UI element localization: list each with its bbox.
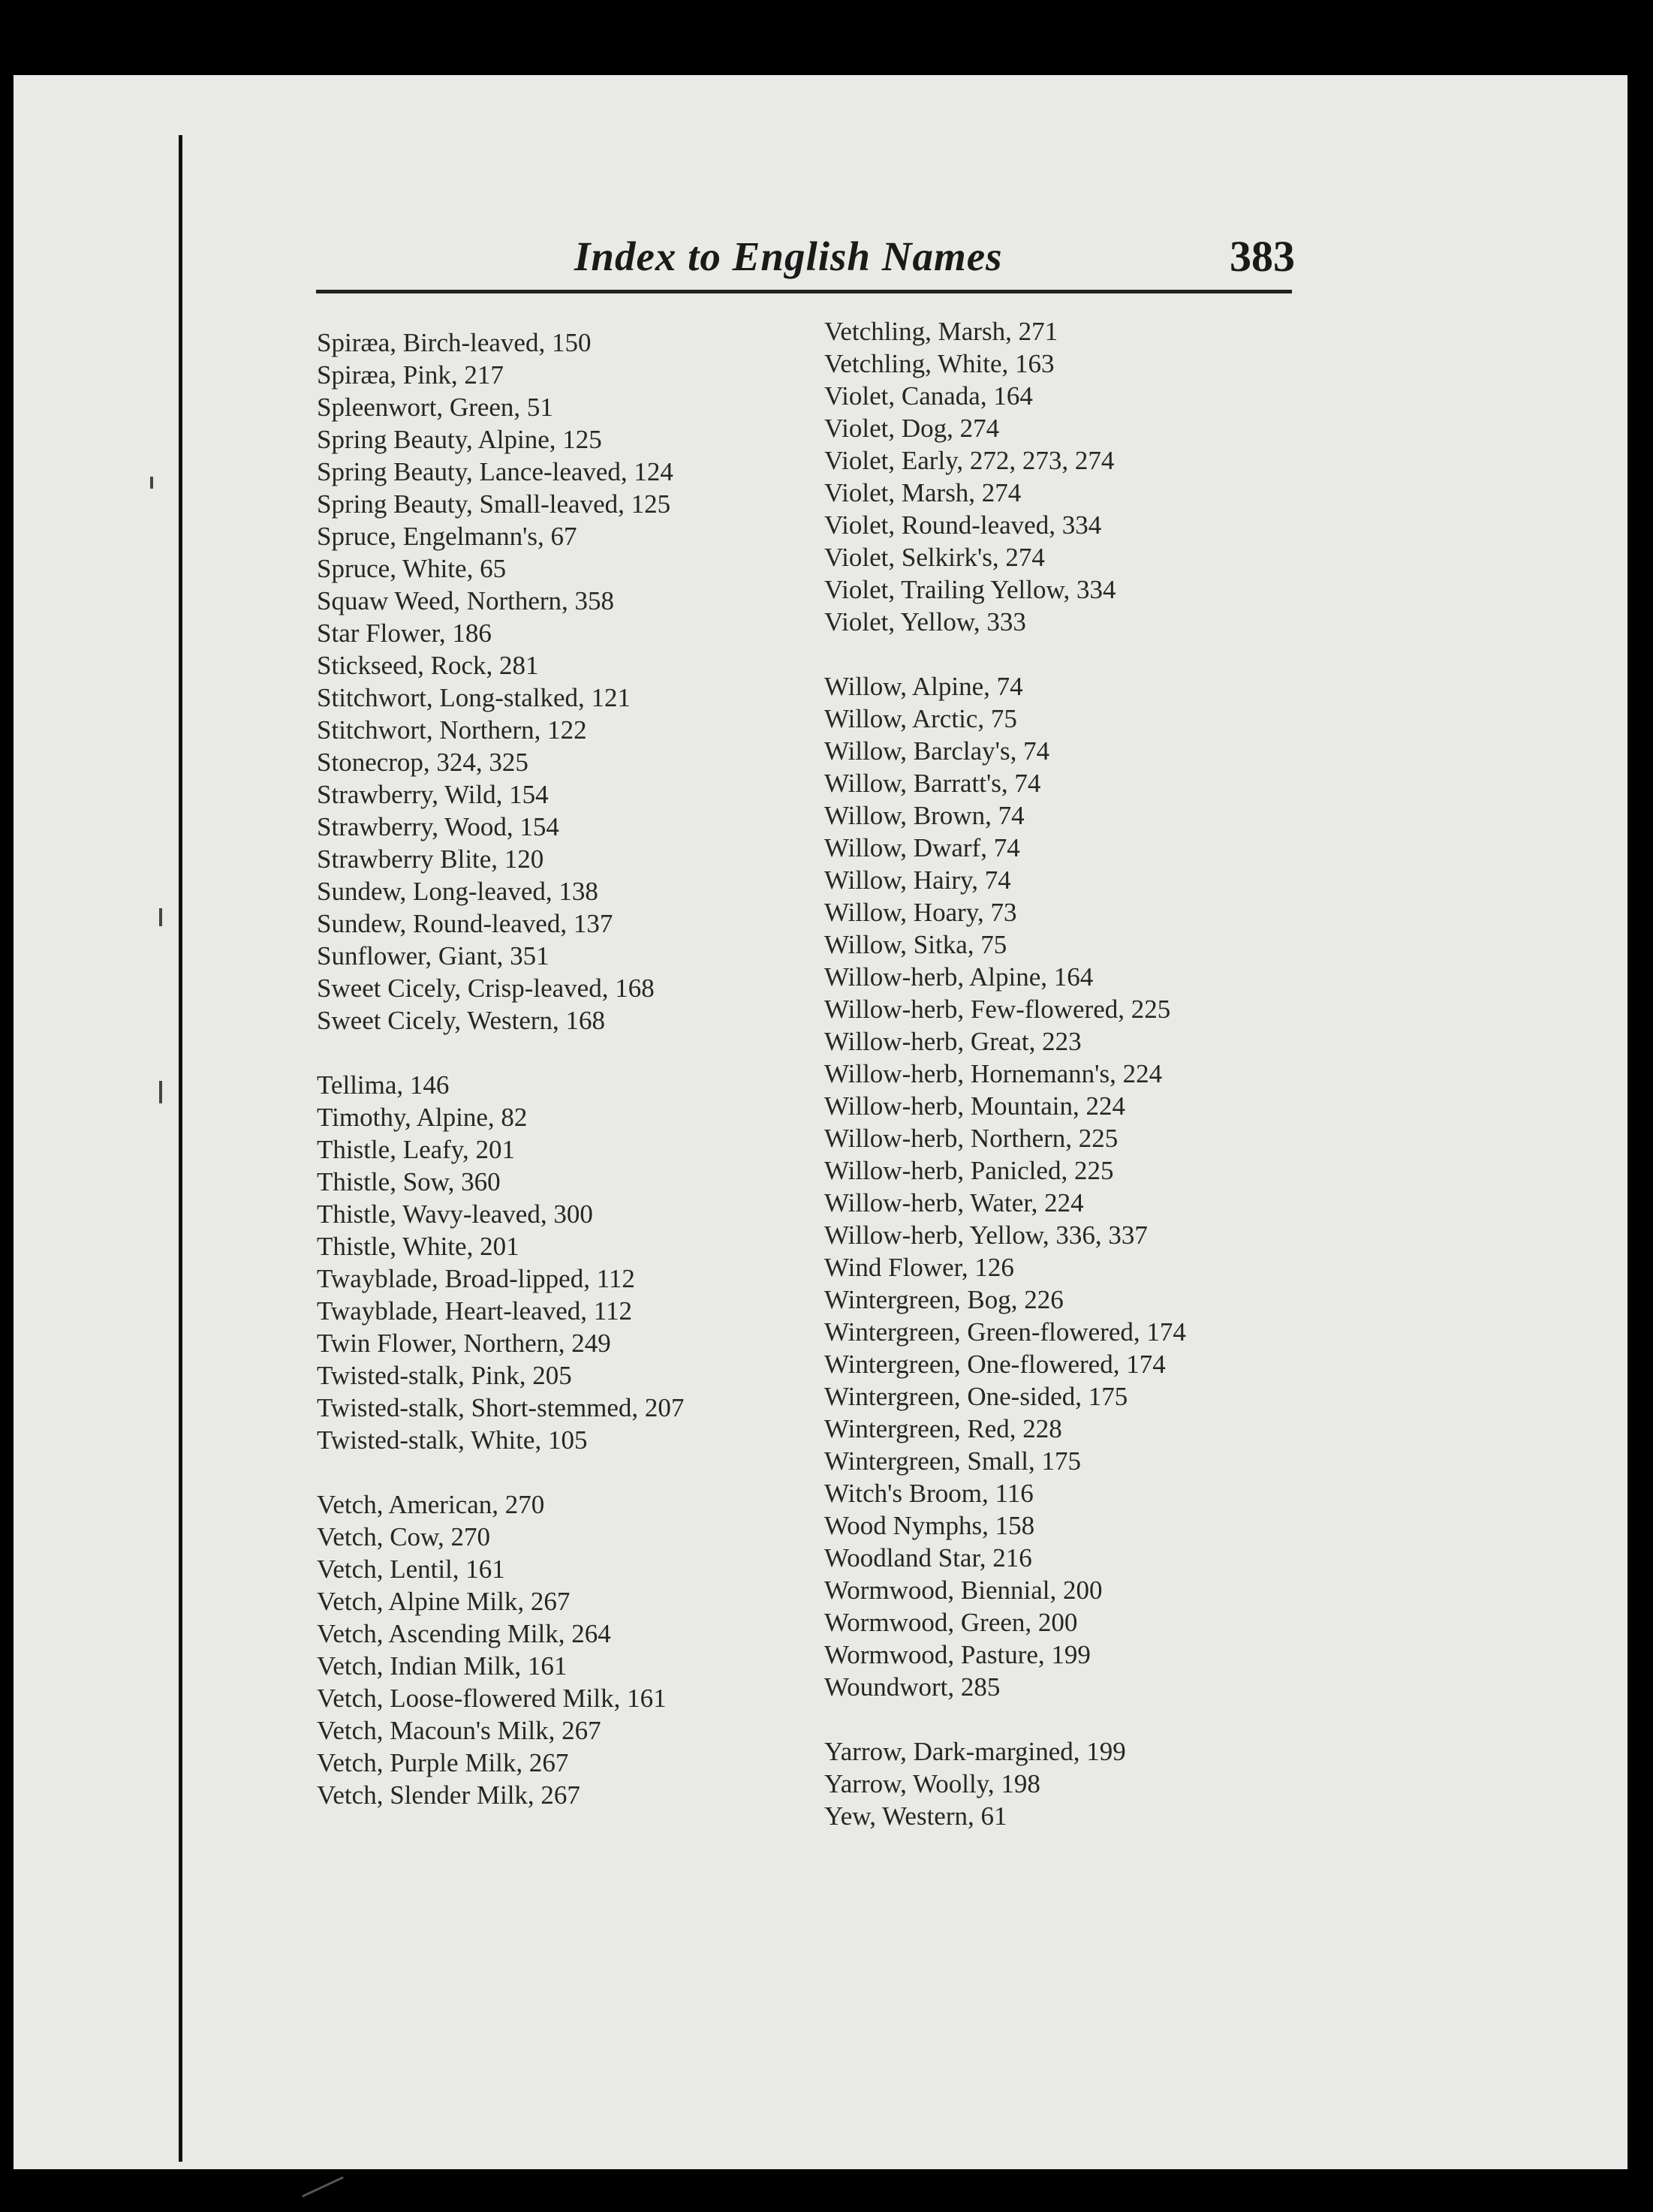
index-entry: Thistle, White, 201 (317, 1232, 519, 1261)
group-spacer (824, 638, 1186, 670)
binding-edge (179, 135, 182, 2162)
index-entry: Vetch, American, 270 (317, 1490, 545, 1519)
running-title: Index to English Names (574, 233, 1003, 279)
index-letter-group (824, 315, 1186, 638)
index-entry: Woundwort, 285 (824, 1672, 1001, 1702)
index-entry: Sundew, Long-leaved, 138 (317, 877, 598, 906)
index-entry: Violet, Trailing Yellow, 334 (824, 575, 1116, 604)
index-entry: Stonecrop, 324, 325 (317, 748, 528, 777)
index-entry: Spleenwort, Green, 51 (317, 393, 553, 422)
index-entry: Spruce, White, 65 (317, 554, 507, 583)
index-entry: Wintergreen, Small, 175 (824, 1446, 1082, 1476)
index-entry: Vetch, Cow, 270 (317, 1522, 491, 1551)
index-letter-group (824, 1735, 1186, 1832)
group-spacer (317, 1456, 684, 1488)
index-entry: Vetch, Macoun's Milk, 267 (317, 1716, 601, 1745)
index-entry: Sweet Cicely, Crisp-leaved, 168 (317, 974, 655, 1003)
margin-mark (150, 477, 153, 489)
index-entry: Willow, Brown, 74 (824, 801, 1025, 830)
group-spacer (824, 1703, 1186, 1735)
index-entry: Willow-herb, Great, 223 (824, 1027, 1082, 1056)
margin-mark (302, 2176, 344, 2197)
index-entry: Yarrow, Woolly, 198 (824, 1769, 1040, 1798)
index-entry: Vetchling, Marsh, 271 (824, 317, 1058, 346)
index-entry: Willow-herb, Yellow, 336, 337 (824, 1220, 1148, 1250)
index-entry: Willow-herb, Panicled, 225 (824, 1156, 1114, 1185)
index-entry: Wormwood, Pasture, 199 (824, 1640, 1091, 1669)
index-entry: Willow, Hoary, 73 (824, 898, 1017, 927)
index-entry: Twayblade, Heart-leaved, 112 (317, 1296, 632, 1326)
index-letter-group (317, 1488, 684, 1811)
index-entry: Vetch, Purple Milk, 267 (317, 1748, 569, 1777)
index-entry: Woodland Star, 216 (824, 1543, 1032, 1572)
book-page (14, 75, 1627, 2169)
index-entry: Willow-herb, Few-flowered, 225 (824, 995, 1171, 1024)
index-entry: Willow-herb, Northern, 225 (824, 1124, 1119, 1153)
index-entry: Violet, Selkirk's, 274 (824, 543, 1045, 572)
index-entry: Thistle, Sow, 360 (317, 1167, 501, 1196)
index-entry: Star Flower, 186 (317, 618, 492, 648)
index-entry: Violet, Dog, 274 (824, 414, 1000, 443)
index-entry: Stitchwort, Long-stalked, 121 (317, 683, 631, 712)
index-entry: Yew, Western, 61 (824, 1801, 1007, 1831)
index-column-left (317, 327, 684, 1811)
index-entry: Willow, Dwarf, 74 (824, 833, 1020, 862)
index-entry: Wormwood, Green, 200 (824, 1608, 1078, 1637)
index-entry: Sunflower, Giant, 351 (317, 941, 549, 971)
index-entry: Wintergreen, Red, 228 (824, 1414, 1062, 1443)
index-entry: Willow-herb, Hornemann's, 224 (824, 1059, 1163, 1088)
index-entry: Willow, Hairy, 74 (824, 865, 1011, 895)
index-entry: Strawberry Blite, 120 (317, 844, 544, 874)
index-entry: Violet, Round-leaved, 334 (824, 510, 1102, 540)
index-entry: Yarrow, Dark-margined, 199 (824, 1737, 1126, 1766)
index-entry: Willow, Alpine, 74 (824, 672, 1023, 701)
index-letter-group (824, 670, 1186, 1703)
index-entry: Spring Beauty, Small-leaved, 125 (317, 489, 671, 519)
index-entry: Spring Beauty, Lance-leaved, 124 (317, 457, 673, 486)
index-entry: Twisted-stalk, Short-stemmed, 207 (317, 1393, 685, 1422)
index-entry: Stickseed, Rock, 281 (317, 651, 539, 680)
index-entry: Vetch, Lentil, 161 (317, 1554, 505, 1584)
index-entry: Twisted-stalk, White, 105 (317, 1425, 588, 1455)
index-entry: Vetch, Alpine Milk, 267 (317, 1587, 571, 1616)
index-entry: Tellima, 146 (317, 1070, 450, 1100)
index-entry: Twin Flower, Northern, 249 (317, 1329, 611, 1358)
index-entry: Spiræa, Birch-leaved, 150 (317, 328, 592, 357)
index-entry: Willow-herb, Alpine, 164 (824, 962, 1094, 992)
index-entry: Twayblade, Broad-lipped, 112 (317, 1264, 635, 1293)
index-entry: Sweet Cicely, Western, 168 (317, 1006, 606, 1035)
index-entry: Wintergreen, One-sided, 175 (824, 1382, 1128, 1411)
index-entry: Stitchwort, Northern, 122 (317, 715, 587, 745)
index-entry: Willow, Arctic, 75 (824, 704, 1017, 733)
index-entry: Vetch, Loose-flowered Milk, 161 (317, 1684, 667, 1713)
index-entry: Strawberry, Wild, 154 (317, 780, 549, 809)
index-entry: Spiræa, Pink, 217 (317, 360, 504, 390)
page-header (312, 222, 1295, 305)
index-entry: Willow, Barratt's, 74 (824, 769, 1041, 798)
index-entry: Violet, Early, 272, 273, 274 (824, 446, 1115, 475)
index-entry: Twisted-stalk, Pink, 205 (317, 1361, 572, 1390)
index-entry: Vetch, Slender Milk, 267 (317, 1780, 580, 1810)
index-entry: Squaw Weed, Northern, 358 (317, 586, 615, 615)
index-entry: Wormwood, Biennial, 200 (824, 1575, 1103, 1605)
index-entry: Willow, Sitka, 75 (824, 930, 1007, 959)
index-entry: Vetchling, White, 163 (824, 349, 1055, 378)
index-entry: Witch's Broom, 116 (824, 1479, 1034, 1508)
index-entry: Willow, Barclay's, 74 (824, 736, 1050, 766)
index-letter-group (317, 1069, 684, 1456)
index-entry: Vetch, Ascending Milk, 264 (317, 1619, 611, 1648)
index-entry: Wintergreen, One-flowered, 174 (824, 1350, 1166, 1379)
index-entry: Willow-herb, Water, 224 (824, 1188, 1084, 1217)
index-entry: Violet, Yellow, 333 (824, 607, 1026, 637)
index-entry: Violet, Marsh, 274 (824, 478, 1022, 507)
header-rule (316, 290, 1292, 293)
group-spacer (317, 1037, 684, 1069)
index-entry: Thistle, Leafy, 201 (317, 1135, 516, 1164)
index-entry: Wood Nymphs, 158 (824, 1511, 1035, 1540)
index-entry: Willow-herb, Mountain, 224 (824, 1091, 1126, 1121)
index-entry: Spruce, Engelmann's, 67 (317, 522, 577, 551)
index-entry: Wintergreen, Green-flowered, 174 (824, 1317, 1186, 1347)
index-entry: Timothy, Alpine, 82 (317, 1103, 528, 1132)
page-number: 383 (1230, 232, 1295, 281)
index-entry: Violet, Canada, 164 (824, 381, 1033, 411)
index-entry: Strawberry, Wood, 154 (317, 812, 559, 841)
index-entry: Vetch, Indian Milk, 161 (317, 1651, 568, 1681)
index-column-right (824, 315, 1186, 1832)
index-entry: Spring Beauty, Alpine, 125 (317, 425, 602, 454)
index-letter-group (317, 327, 684, 1037)
index-entry: Wind Flower, 126 (824, 1253, 1014, 1282)
index-entry: Sundew, Round-leaved, 137 (317, 909, 613, 938)
margin-mark (159, 908, 162, 926)
index-entry: Thistle, Wavy-leaved, 300 (317, 1199, 593, 1229)
margin-mark (159, 1081, 162, 1103)
index-entry: Wintergreen, Bog, 226 (824, 1285, 1064, 1314)
